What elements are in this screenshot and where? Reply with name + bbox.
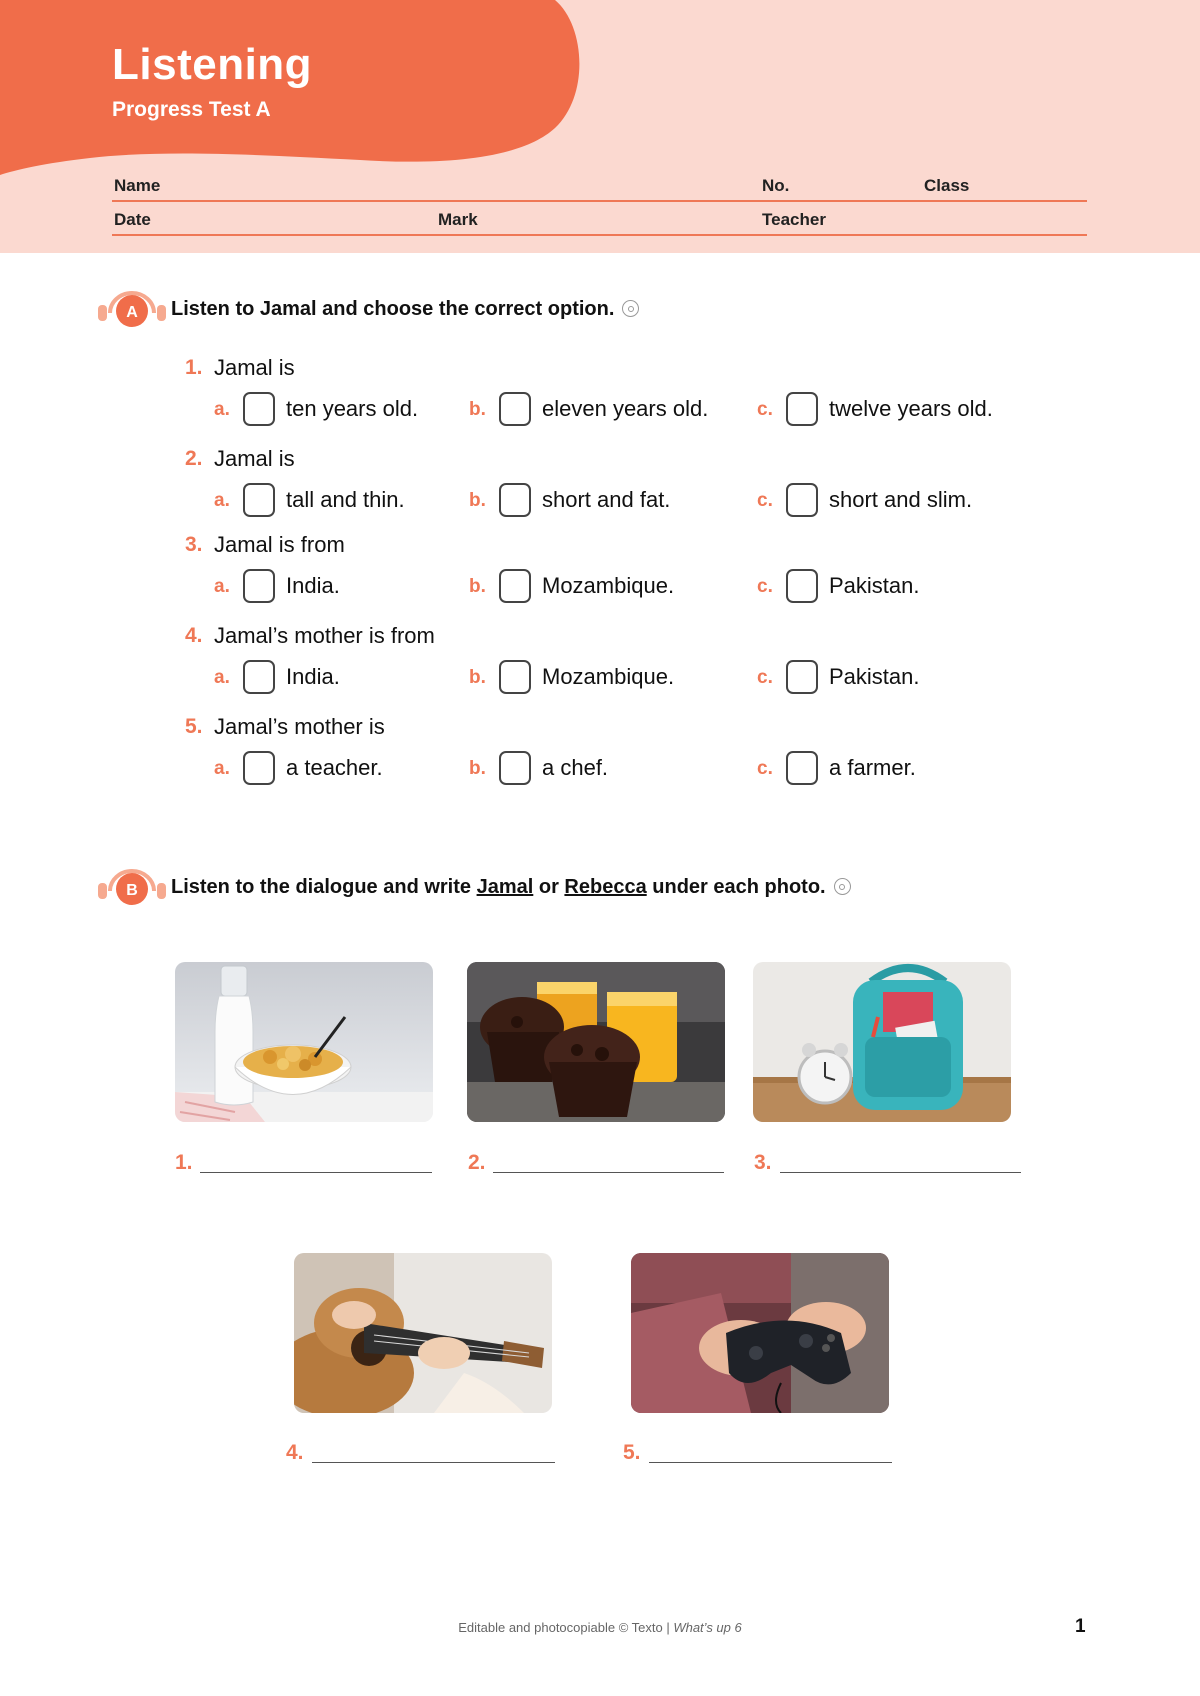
option-text: a teacher. — [286, 755, 383, 780]
page-title: Listening — [112, 40, 313, 89]
section-a-headphones-icon — [96, 287, 168, 333]
q2-option-c-checkbox[interactable] — [786, 483, 818, 517]
section-b-headphones-icon — [96, 865, 168, 911]
option-text: Pakistan. — [829, 573, 920, 598]
class-field-label: Class — [924, 176, 970, 195]
option-text: eleven years old. — [542, 396, 709, 421]
name-field-label: Name — [114, 176, 161, 195]
answer-1-write-line[interactable] — [200, 1172, 432, 1173]
section-a-badge: A — [126, 304, 138, 321]
q4-option-c-checkbox[interactable] — [786, 660, 818, 694]
option-letter: b. — [469, 399, 486, 420]
cd-track-icon — [834, 878, 851, 895]
q4-option-b-checkbox[interactable] — [499, 660, 531, 694]
q1-option-b-checkbox[interactable] — [499, 392, 531, 426]
option-letter: c. — [757, 667, 773, 688]
date-line[interactable] — [112, 234, 1087, 236]
option-letter: c. — [757, 490, 773, 511]
q4-option-a-checkbox[interactable] — [243, 660, 275, 694]
question-number: 2. — [185, 447, 203, 470]
answer-number: 2. — [468, 1151, 486, 1174]
option-letter: b. — [469, 667, 486, 688]
section-a-instruction: Listen to Jamal and choose the correct option. — [171, 298, 639, 321]
q3-option-a-checkbox[interactable] — [243, 569, 275, 603]
section-b-instruction: Listen to the dialogue and write Jamal or Rebecca under each photo. — [171, 876, 851, 899]
question-number: 3. — [185, 533, 203, 556]
section-b-badge: B — [126, 882, 138, 899]
answer-3-write-line[interactable] — [780, 1172, 1021, 1173]
q5-option-c-checkbox[interactable] — [786, 751, 818, 785]
option-text: tall and thin. — [286, 487, 405, 512]
option-letter: a. — [214, 490, 230, 511]
photo-playing-guitar — [294, 1253, 552, 1413]
option-text: a chef. — [542, 755, 609, 780]
option-text: short and fat. — [542, 487, 671, 512]
cd-track-icon — [622, 300, 639, 317]
question-number: 5. — [185, 715, 203, 738]
question-text: Jamal is from — [214, 532, 345, 557]
option-letter: c. — [757, 758, 773, 779]
q2-option-a-checkbox[interactable] — [243, 483, 275, 517]
option-text: a farmer. — [829, 755, 916, 780]
option-text: short and slim. — [829, 487, 973, 512]
question-text: Jamal’s mother is — [214, 714, 385, 739]
q5-option-a-checkbox[interactable] — [243, 751, 275, 785]
answer-number: 5. — [623, 1441, 641, 1464]
option-letter: a. — [214, 667, 230, 688]
photo-game-controller — [631, 1253, 889, 1413]
option-letter: b. — [469, 758, 486, 779]
option-text: Pakistan. — [829, 664, 920, 689]
question-text: Jamal is — [214, 355, 295, 380]
question-text: Jamal is — [214, 446, 295, 471]
answer-number: 1. — [175, 1151, 193, 1174]
option-text: ten years old. — [286, 396, 419, 421]
answer-number: 3. — [754, 1151, 772, 1174]
option-text: Mozambique. — [542, 664, 675, 689]
teacher-field-label: Teacher — [762, 210, 826, 229]
answer-2-write-line[interactable] — [493, 1172, 724, 1173]
number-field-label: No. — [762, 176, 790, 195]
photo-school-backpack-and-alarm-clock — [753, 962, 1011, 1122]
q5-option-b-checkbox[interactable] — [499, 751, 531, 785]
name-rebecca: Rebecca — [564, 876, 647, 898]
option-letter: b. — [469, 576, 486, 597]
option-text: India. — [286, 573, 340, 598]
option-letter: c. — [757, 576, 773, 597]
question-number: 1. — [185, 356, 203, 379]
q2-option-b-checkbox[interactable] — [499, 483, 531, 517]
photo-milk-and-cereal — [175, 962, 433, 1122]
q3-option-c-checkbox[interactable] — [786, 569, 818, 603]
option-text: twelve years old. — [829, 396, 993, 421]
answer-number: 4. — [286, 1441, 304, 1464]
option-letter: a. — [214, 758, 230, 779]
q1-option-c-checkbox[interactable] — [786, 392, 818, 426]
question-text: Jamal’s mother is from — [214, 623, 435, 648]
date-field-label: Date — [114, 210, 151, 229]
page-number: 1 — [1075, 1616, 1086, 1637]
option-letter: c. — [757, 399, 773, 420]
page-subtitle: Progress Test A — [112, 98, 271, 121]
question-number: 4. — [185, 624, 203, 647]
option-letter: a. — [214, 576, 230, 597]
answer-4-write-line[interactable] — [312, 1462, 555, 1463]
option-text: Mozambique. — [542, 573, 675, 598]
option-text: India. — [286, 664, 340, 689]
option-letter: a. — [214, 399, 230, 420]
footer-copyright: Editable and photocopiable © Texto | What’s up 6 — [458, 1620, 742, 1635]
q1-option-a-checkbox[interactable] — [243, 392, 275, 426]
header-wave-shape — [0, 0, 600, 180]
photo-muffins-and-orange-juice — [467, 962, 725, 1122]
option-letter: b. — [469, 490, 486, 511]
mark-field-label: Mark — [438, 210, 478, 229]
q3-option-b-checkbox[interactable] — [499, 569, 531, 603]
answer-5-write-line[interactable] — [649, 1462, 892, 1463]
name-line[interactable] — [112, 200, 1087, 202]
name-jamal: Jamal — [476, 876, 534, 898]
